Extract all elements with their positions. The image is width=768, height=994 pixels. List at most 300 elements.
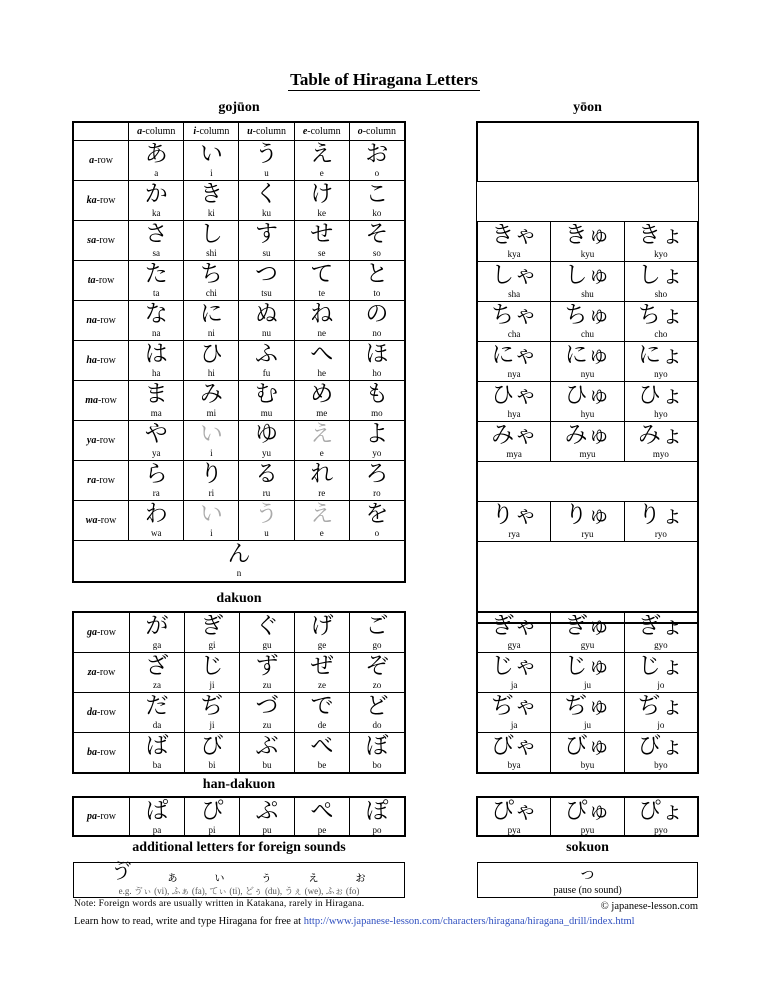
romaji: mi: [206, 408, 217, 418]
column-header-u: [239, 123, 294, 141]
kana-cell: [184, 381, 239, 421]
kana: づ: [255, 693, 279, 719]
yoon-cell: [624, 733, 697, 773]
kana: ちょ: [637, 302, 684, 328]
foreign-small-kana: ぁ: [165, 870, 179, 885]
kana-cell: [350, 733, 405, 773]
kana: う: [255, 501, 279, 527]
yoon-cell: [551, 653, 624, 693]
romaji: ze: [318, 680, 326, 690]
kana: も: [365, 381, 389, 407]
kana: じゃ: [491, 653, 538, 679]
kana: ぽ: [365, 798, 389, 824]
row-label: [74, 221, 129, 261]
kana-cell: [129, 421, 184, 461]
kana-cell: [294, 501, 349, 541]
romaji: a: [154, 168, 159, 178]
romaji: te: [318, 288, 325, 298]
yoon-cell: [624, 693, 697, 733]
kana-cell: [239, 261, 294, 301]
copyright: © japanese-lesson.com: [600, 901, 698, 912]
romaji: yu: [262, 448, 272, 458]
yoon-row-ba: [478, 733, 698, 773]
romaji: e: [319, 528, 324, 538]
kana: ろ: [365, 461, 389, 487]
romaji: i: [210, 168, 213, 178]
kana-cell: [295, 693, 350, 733]
row-label-letter: ra: [87, 475, 97, 486]
romaji: de: [317, 720, 327, 730]
yoon-cell: [624, 222, 697, 262]
row-label: [74, 341, 129, 381]
romaji: bo: [372, 760, 382, 770]
kana: へ: [310, 341, 334, 367]
kana: しょ: [637, 262, 684, 288]
gojuon-table: [73, 122, 405, 582]
kana-cell: [130, 733, 185, 773]
kana: ぢゅ: [564, 693, 611, 719]
kana: が: [145, 613, 169, 639]
kana-cell: [349, 461, 404, 501]
kana: ち: [199, 261, 223, 287]
row-label-suffix: -row: [97, 811, 116, 822]
romaji: me: [316, 408, 328, 418]
romaji: be: [317, 760, 327, 770]
romaji: hya: [507, 409, 521, 419]
kana: ちゃ: [491, 302, 538, 328]
kana: ま: [144, 381, 168, 407]
kana-cell: [185, 733, 240, 773]
romaji: ho: [372, 368, 382, 378]
row-n: [74, 541, 405, 582]
column-header-a: [129, 123, 184, 141]
kana: は: [144, 341, 168, 367]
kana: じゅ: [564, 653, 611, 679]
yoon-cell: [551, 262, 624, 302]
dakuon-heading: dakuon: [216, 591, 262, 606]
yoon-cell: [624, 342, 697, 382]
kana-cell: [350, 613, 405, 653]
kana: げ: [310, 613, 334, 639]
kana: る: [255, 461, 279, 487]
kana-cell: [349, 381, 404, 421]
kana: よ: [365, 421, 389, 447]
romaji: gu: [262, 640, 272, 650]
romaji: i: [210, 528, 213, 538]
kana: きゅ: [564, 222, 611, 248]
romaji: cho: [654, 329, 668, 339]
sokuon-heading: sokuon: [566, 840, 609, 855]
kana: や: [144, 421, 168, 447]
row-ka: [74, 181, 405, 221]
romaji: pu: [262, 825, 272, 835]
kana: ぱ: [145, 798, 169, 824]
page-title: Table of Hiragana Letters: [290, 70, 478, 89]
learn-text: Learn how to read, write and type Hiragana for free at: [74, 916, 302, 927]
romaji: go: [372, 640, 382, 650]
column-suffix: -column: [196, 126, 230, 137]
romaji: ma: [150, 408, 162, 418]
kana: け: [310, 181, 334, 207]
kana: ほ: [365, 341, 389, 367]
kana-cell: [239, 421, 294, 461]
row-label-letter: na: [86, 315, 97, 326]
kana: ざ: [145, 653, 169, 679]
drill-link[interactable]: http://www.japanese-lesson.com/characters/hiragana/hiragana_drill/index.html: [303, 916, 635, 927]
romaji: ri: [208, 488, 215, 498]
kana: い: [199, 501, 223, 527]
blank-cell: [478, 462, 698, 502]
row-label: [74, 733, 130, 773]
romaji: su: [262, 248, 271, 258]
romaji: ju: [583, 720, 591, 730]
yoon-cell: [478, 262, 551, 302]
dakuon-yoon-table: [477, 612, 698, 773]
row-label: [74, 301, 129, 341]
row-label-suffix: -row: [98, 395, 117, 406]
yoon-cell: [478, 382, 551, 422]
kana-cell: [184, 341, 239, 381]
row-label-suffix: -row: [97, 707, 116, 718]
romaji: no: [372, 328, 382, 338]
romaji: gyu: [580, 640, 595, 650]
kana-cell: [240, 613, 295, 653]
yoon-cell: [624, 262, 697, 302]
kana: い: [199, 421, 223, 447]
romaji: hi: [207, 368, 215, 378]
kana: びゅ: [564, 733, 611, 759]
yoon-cell: [478, 422, 551, 462]
kana: つ: [255, 261, 279, 287]
foreign-heading: additional letters for foreign sounds: [132, 840, 346, 855]
yoon-cell: [551, 382, 624, 422]
yoon-cell: [551, 798, 624, 836]
row-label: [74, 381, 129, 421]
handakuon-heading: han-dakuon: [202, 777, 276, 792]
kana: みゅ: [564, 422, 611, 448]
row-label-letter: pa: [87, 811, 98, 822]
kana: ぴ: [200, 798, 224, 824]
kana-cell: [185, 613, 240, 653]
kana: の: [365, 301, 389, 327]
row-label: [74, 798, 130, 836]
kana: にゃ: [491, 342, 537, 368]
romaji: ju: [583, 680, 591, 690]
kana-cell: [184, 181, 239, 221]
romaji: shu: [581, 289, 594, 299]
romaji: jo: [657, 720, 665, 730]
row-label: [74, 501, 129, 541]
romaji: ja: [510, 680, 518, 690]
blank-cell: [478, 123, 698, 182]
row-label-suffix: -row: [96, 235, 115, 246]
kana: びょ: [637, 733, 684, 759]
kana-cell: [349, 141, 404, 181]
row-label: [74, 421, 129, 461]
kana: きょ: [637, 222, 684, 248]
romaji: ne: [317, 328, 326, 338]
column-letter: e: [302, 126, 308, 137]
row-label-letter: da: [87, 707, 98, 718]
row-label-letter: ka: [86, 195, 97, 206]
kana: を: [365, 501, 389, 527]
romaji: byu: [580, 760, 595, 770]
yoon-row-pa: [478, 798, 698, 836]
romaji: re: [318, 488, 326, 498]
yoon-row-sa: [478, 262, 698, 302]
row-label-letter: ga: [87, 627, 98, 638]
kana-cell: [184, 501, 239, 541]
row-label-suffix: -row: [94, 155, 114, 166]
kana-cell: [129, 301, 184, 341]
row-label-suffix: -row: [96, 475, 115, 486]
romaji: chu: [580, 329, 594, 339]
kana: く: [255, 181, 279, 207]
yoon-row-da: [478, 693, 698, 733]
romaji: n: [236, 568, 242, 578]
kana: と: [365, 261, 389, 287]
romaji: sho: [654, 289, 668, 299]
romaji: nyo: [654, 369, 668, 379]
kana: す: [255, 221, 279, 247]
yoon-cell: [478, 653, 551, 693]
romaji: sa: [152, 248, 160, 258]
kana: ぢ: [200, 693, 224, 719]
yoon-cell: [551, 733, 624, 773]
kana: ひょ: [637, 382, 684, 408]
kana-cell: [239, 181, 294, 221]
row-label: [74, 181, 129, 221]
row-na: [74, 301, 405, 341]
kana-cell: [185, 693, 240, 733]
kana-cell: [294, 341, 349, 381]
yoon-blank-row: [478, 123, 698, 182]
romaji: yo: [372, 448, 382, 458]
romaji: myo: [652, 449, 669, 459]
row-label-suffix: -row: [96, 355, 116, 366]
kana: れ: [310, 461, 334, 487]
kana: あ: [144, 141, 168, 167]
kana: ぎゅ: [564, 613, 611, 639]
romaji: pya: [507, 825, 521, 835]
foreign-small-kana: ぉ: [353, 870, 367, 885]
kana: ぎょ: [637, 613, 684, 639]
kana: りゃ: [491, 502, 538, 528]
kana: ぴょ: [637, 798, 684, 824]
kana-cell: [294, 261, 349, 301]
foreign-small-kana: ぃ: [212, 870, 226, 885]
romaji: pyu: [580, 825, 595, 835]
kana-cell: [295, 733, 350, 773]
kana: ぷ: [255, 798, 279, 824]
kana-cell: [294, 421, 349, 461]
kana: みょ: [637, 422, 684, 448]
sokuon-kana: っ: [578, 863, 597, 884]
romaji: tsu: [261, 288, 272, 298]
kana: わ: [144, 501, 168, 527]
yoon-row-ka: [478, 222, 698, 262]
kana: こ: [365, 181, 389, 207]
romaji: ryu: [581, 529, 594, 539]
romaji: bu: [262, 760, 272, 770]
learn-line: [74, 916, 635, 927]
row-label-suffix: -row: [96, 315, 116, 326]
yoon-row-ma: [478, 422, 698, 462]
blank-cell: [478, 542, 698, 623]
romaji: ji: [209, 680, 215, 690]
romaji: hyu: [580, 409, 595, 419]
kana-cell: [349, 261, 404, 301]
romaji: ba: [152, 760, 162, 770]
row-za: [74, 653, 405, 693]
kana-cell: [185, 653, 240, 693]
kana-cell: [294, 221, 349, 261]
foreign-small-kana: ぇ: [306, 870, 320, 885]
kana: ご: [365, 613, 389, 639]
kana: ひゃ: [491, 382, 538, 408]
kana-cell: [184, 261, 239, 301]
romaji: shi: [206, 248, 217, 258]
kana-cell: [184, 461, 239, 501]
romaji: pyo: [654, 825, 668, 835]
romaji: pa: [152, 825, 162, 835]
kana-cell: [129, 341, 184, 381]
yoon-cell: [551, 222, 624, 262]
romaji: ja: [510, 720, 518, 730]
kana: ふ: [255, 341, 279, 367]
romaji: ta: [152, 288, 160, 298]
handakuon-table: [73, 797, 405, 836]
romaji: e: [319, 168, 324, 178]
romaji: o: [374, 168, 380, 178]
romaji: gya: [507, 640, 521, 650]
romaji: o: [374, 528, 380, 538]
romaji: so: [372, 248, 381, 258]
row-da: [74, 693, 405, 733]
kana: ぴゃ: [491, 798, 538, 824]
romaji: ryo: [654, 529, 667, 539]
romaji: byo: [654, 760, 668, 770]
kana: ぢゃ: [491, 693, 538, 719]
romaji: u: [264, 168, 269, 178]
romaji: se: [317, 248, 326, 258]
column-suffix: -column: [307, 126, 341, 137]
kana-cell: [294, 141, 349, 181]
kana: ぞ: [365, 653, 389, 679]
row-label: [74, 613, 130, 653]
kana-cell: [350, 653, 405, 693]
kana: え: [310, 421, 334, 447]
kana: ぬ: [255, 301, 279, 327]
kana-cell: [295, 798, 350, 836]
kana-cell: [129, 461, 184, 501]
romaji: ki: [207, 208, 215, 218]
foreign-sounds-box: [73, 859, 405, 898]
romaji: ka: [151, 208, 161, 218]
kana-cell: [239, 221, 294, 261]
kana: べ: [310, 733, 334, 759]
kana: ぎ: [200, 613, 224, 639]
kana: ぼ: [365, 733, 389, 759]
row-label-letter: ta: [87, 275, 96, 286]
column-letter: o: [357, 126, 363, 137]
kana-cell: [295, 653, 350, 693]
kana-cell: [239, 501, 294, 541]
kana-cell: [349, 301, 404, 341]
yoon-cell: [551, 422, 624, 462]
row-pa: [74, 798, 405, 836]
romaji: pi: [208, 825, 216, 835]
yoon-cell: [624, 422, 697, 462]
kana-cell: [294, 461, 349, 501]
kana: ん: [227, 541, 251, 567]
yoon-cell: [624, 502, 697, 542]
row-label-suffix: -row: [96, 667, 116, 678]
kana-cell: [239, 381, 294, 421]
yoon-cell: [478, 733, 551, 773]
kana-cell: [129, 181, 184, 221]
kana-cell: [130, 693, 185, 733]
kana-cell: [240, 653, 295, 693]
romaji: wa: [150, 528, 162, 538]
yoon-row-ha: [478, 382, 698, 422]
dakuon-table: [73, 612, 405, 773]
romaji: nya: [507, 369, 521, 379]
kana: みゃ: [491, 422, 538, 448]
kana-cell: [130, 798, 185, 836]
romaji: jo: [657, 680, 665, 690]
kana-cell: [240, 798, 295, 836]
kana-cell: [349, 181, 404, 221]
kana-cell: [129, 261, 184, 301]
kana: な: [144, 301, 168, 327]
kana: ぐ: [255, 613, 279, 639]
column-header-e: [294, 123, 349, 141]
yoon-cell: [551, 302, 624, 342]
row-label-suffix: -row: [95, 275, 115, 286]
romaji: mya: [506, 449, 522, 459]
yoon-table: [477, 122, 698, 623]
romaji: ge: [317, 640, 327, 650]
kana: ば: [145, 733, 169, 759]
romaji: ra: [152, 488, 160, 498]
kana: ね: [310, 301, 334, 327]
yoon-cell: [624, 798, 697, 836]
row-label: [74, 461, 129, 501]
foreign-small-kana: ぅ: [259, 870, 273, 885]
yoon-cell: [478, 222, 551, 262]
kana: ひゅ: [564, 382, 611, 408]
kana: で: [310, 693, 334, 719]
row-label: [74, 693, 130, 733]
row-ya: [74, 421, 405, 461]
kana-cell: [130, 653, 185, 693]
romaji: zu: [262, 720, 272, 730]
row-label-letter: za: [87, 667, 97, 678]
row-ba: [74, 733, 405, 773]
romaji: ku: [262, 208, 272, 218]
kana: り: [199, 461, 223, 487]
kana: しゃ: [491, 262, 538, 288]
romaji: u: [264, 528, 269, 538]
column-header-row: [74, 123, 405, 141]
romaji: kyu: [580, 249, 595, 259]
romaji: mu: [260, 408, 273, 418]
kana: き: [199, 181, 223, 207]
row-label: [74, 653, 130, 693]
romaji: e: [319, 448, 324, 458]
column-suffix: -column: [142, 126, 176, 137]
